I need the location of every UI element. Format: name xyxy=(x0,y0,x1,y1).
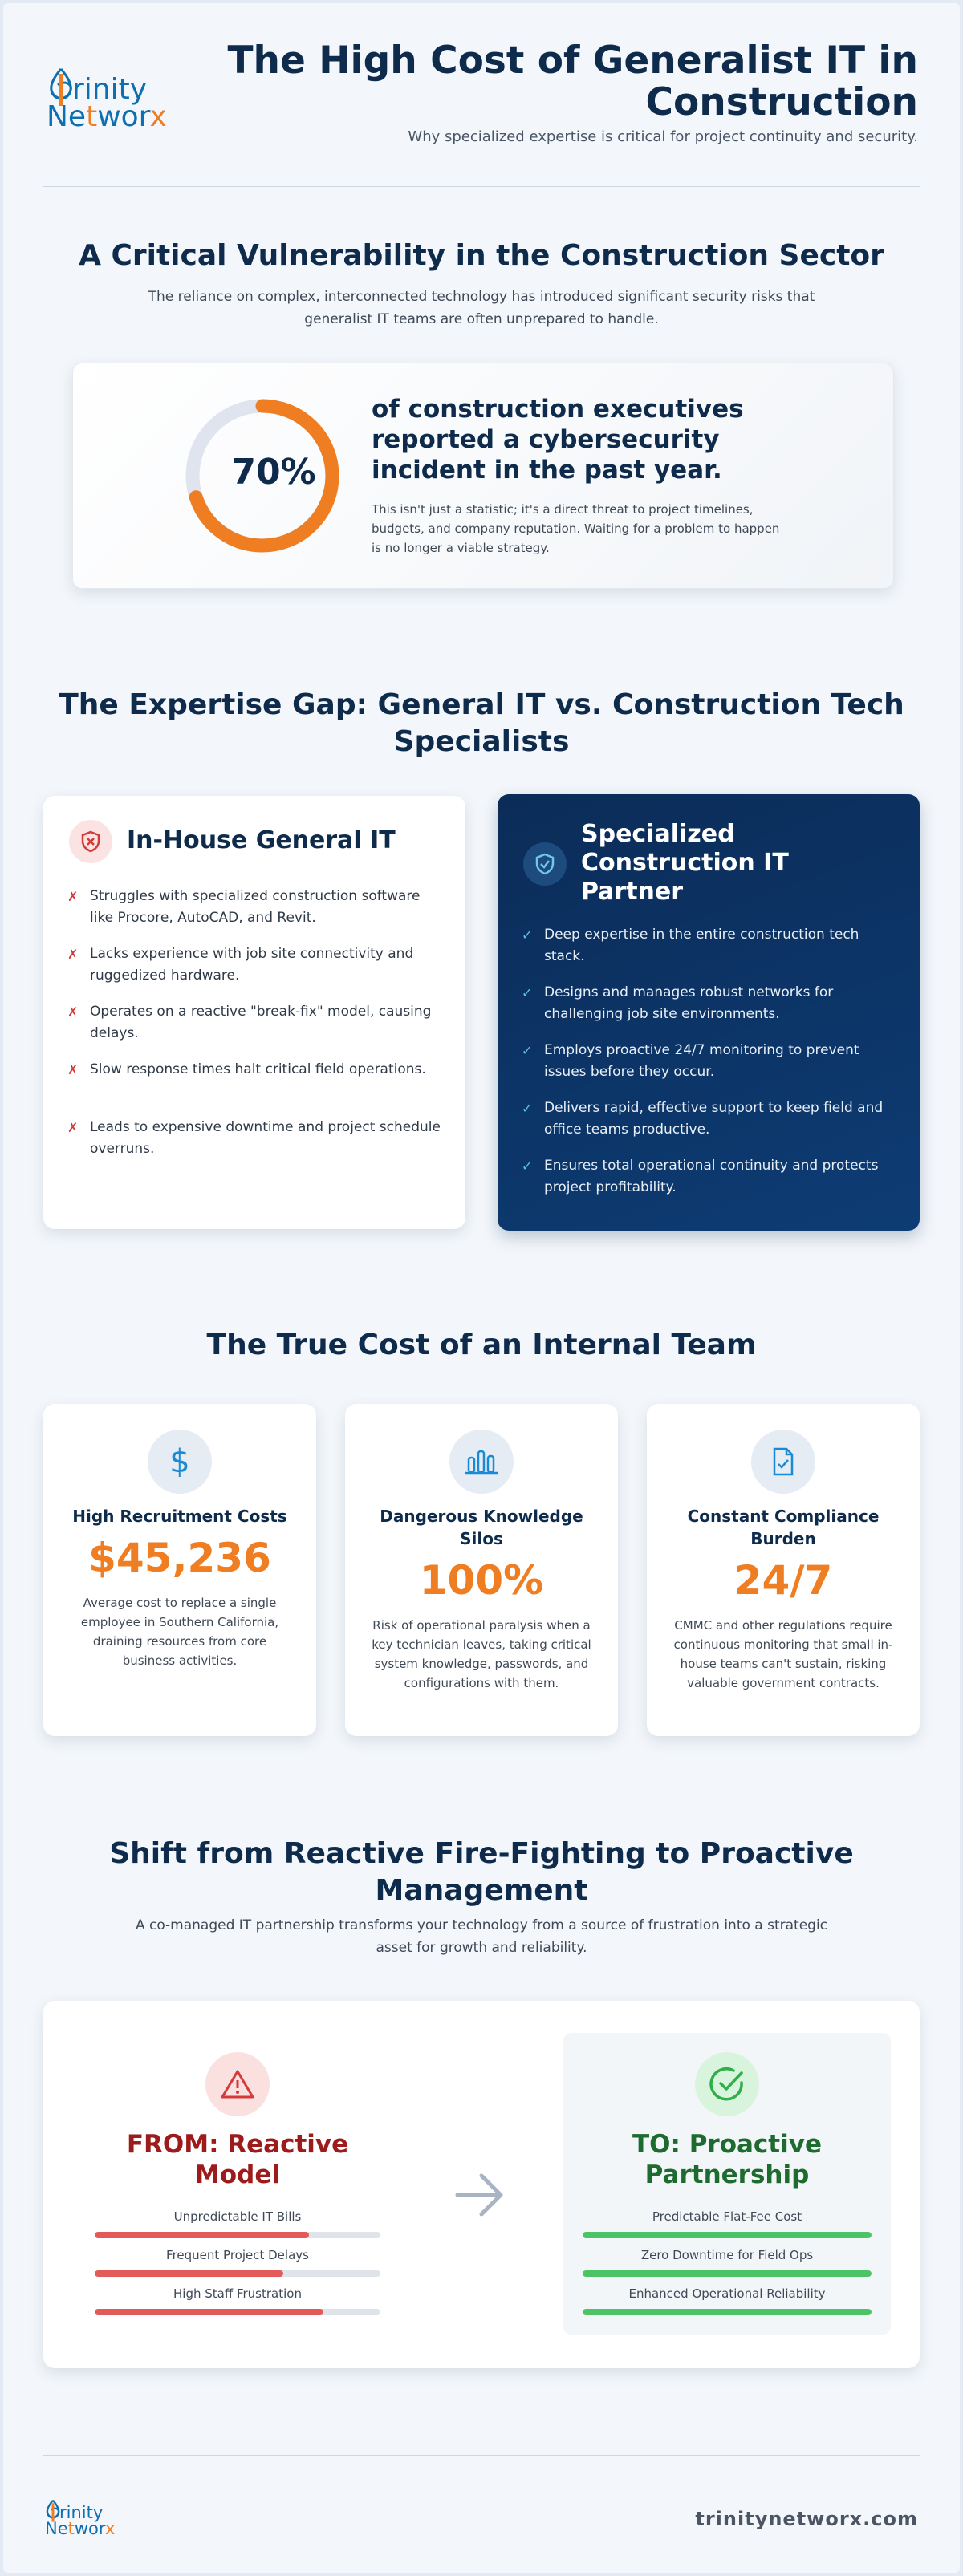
shift-card xyxy=(43,2001,920,2368)
list-item xyxy=(67,943,445,988)
progress-bar-track xyxy=(95,2270,380,2277)
footer-url-link[interactable]: trinitynetworx.com xyxy=(695,2508,918,2530)
general-it-title: In-House General IT xyxy=(127,826,396,854)
list-marker-icon: ✓ xyxy=(522,1101,533,1116)
list-item-text: Struggles with specialized construction software like Procore, AutoCAD, and Revit. xyxy=(90,888,421,926)
progress-bar-fill xyxy=(95,2270,283,2277)
section-title-expertise: The Expertise Gap: General IT vs. Construction Tech Specialists xyxy=(59,688,904,758)
section-title-shift: Shift from Reactive Fire-Fighting to Proactive Management xyxy=(109,1837,854,1907)
bar-label: Predictable Flat-Fee Cost xyxy=(652,2209,802,2224)
cost-card-desc: Average cost to replace a single employee in Southern California, draining resources from core business activities. xyxy=(80,1596,279,1668)
list-marker-icon: ✗ xyxy=(67,947,79,962)
progress-bar-fill xyxy=(95,2232,309,2238)
list-item-text: Operates on a reactive "break-fix" model, causing delays. xyxy=(90,1004,432,1041)
cost-card-desc: CMMC and other regulations require continuous monitoring that small in-house teams can't sustain, risking valuable government contracts. xyxy=(673,1618,893,1690)
progress-bar-track xyxy=(95,2309,380,2315)
to-title: TO: Proactive Partnership xyxy=(632,2130,822,2189)
bar-label: Frequent Project Delays xyxy=(166,2248,309,2262)
cost-card-silos xyxy=(345,1404,618,1736)
logo-line2 xyxy=(47,100,167,133)
logo-line2-part: t xyxy=(67,2519,75,2538)
arrow-right-icon xyxy=(454,2171,506,2219)
cost-card-title: Constant Compliance Burden xyxy=(687,1507,880,1548)
section-title-costs: The True Cost of an Internal Team xyxy=(206,1329,757,1361)
to-panel xyxy=(563,2033,891,2335)
bar-label: High Staff Frustration xyxy=(173,2286,302,2301)
cost-card-title: Dangerous Knowledge Silos xyxy=(380,1507,583,1548)
list-marker-icon: ✓ xyxy=(522,927,533,943)
from-title: FROM: Reactive Model xyxy=(126,2130,349,2189)
list-marker-icon: ✗ xyxy=(67,889,79,904)
cost-card-compliance xyxy=(647,1404,920,1736)
list-item-text: Ensures total operational continuity and protects project profitability. xyxy=(544,1158,879,1195)
list-item xyxy=(67,1117,445,1162)
footer-logo[interactable] xyxy=(42,2497,122,2540)
progress-bar-fill xyxy=(583,2309,872,2315)
cost-card-value: $45,236 xyxy=(88,1535,271,1581)
logo-line2-part: wor xyxy=(97,100,150,133)
logo-line2-part: x xyxy=(104,2519,116,2538)
logo-line2-part: x xyxy=(149,100,167,133)
progress-bar-track xyxy=(583,2270,872,2277)
list-item xyxy=(67,1059,445,1104)
stat-headline: of construction executives reported a cybersecurity incident in the past year. xyxy=(372,395,744,485)
list-marker-icon: ✗ xyxy=(67,1120,79,1135)
list-item-text: Deep expertise in the entire construction tech stack. xyxy=(544,927,859,964)
bar-label: Enhanced Operational Reliability xyxy=(628,2286,826,2301)
logo-line1: rinity xyxy=(59,2503,104,2522)
bar-label: Unpredictable IT Bills xyxy=(173,2209,302,2224)
cost-card-recruitment xyxy=(43,1404,316,1736)
logo-line2-part: Ne xyxy=(45,2519,68,2538)
progress-bar-track xyxy=(583,2232,872,2238)
list-item-text: Delivers rapid, effective support to keep field and office teams productive. xyxy=(544,1100,884,1138)
logo[interactable] xyxy=(42,63,170,135)
dollar-icon: $ xyxy=(148,1430,212,1494)
list-marker-icon: ✓ xyxy=(522,985,533,1000)
page-title: The High Cost of Generalist IT in Construction xyxy=(227,39,918,124)
check-circle-icon xyxy=(695,2052,759,2116)
list-item-text: Leads to expensive downtime and project schedule overruns. xyxy=(90,1119,441,1157)
specialist-title: Specialized Construction IT Partner xyxy=(581,820,789,906)
list-item xyxy=(522,924,899,969)
list-item-text: Employs proactive 24/7 monitoring to prevent issues before they occur. xyxy=(544,1042,859,1080)
cost-card-title: High Recruitment Costs xyxy=(72,1507,287,1526)
progress-bar-fill xyxy=(95,2309,323,2315)
section-intro-vulnerability: The reliance on complex, interconnected technology has introduced significant security risks that generalist IT teams are often unprepared to handle. xyxy=(148,289,815,327)
list-marker-icon: ✓ xyxy=(522,1158,533,1174)
logo-line2-part: Ne xyxy=(47,100,87,133)
shield-x-icon xyxy=(69,820,112,863)
bar-label: Zero Downtime for Field Ops xyxy=(640,2248,814,2262)
progress-bar-fill xyxy=(583,2232,872,2238)
stat-card xyxy=(72,363,894,589)
divider xyxy=(43,186,920,187)
divider xyxy=(43,2455,920,2456)
list-item xyxy=(67,1001,445,1046)
document-check-icon xyxy=(751,1430,815,1494)
list-item xyxy=(522,1040,899,1085)
cost-card-value: 24/7 xyxy=(733,1557,833,1604)
list-item-text: Designs and manages robust networks for challenging job site environments. xyxy=(544,984,834,1022)
list-item xyxy=(522,1155,899,1200)
stat-body: This isn't just a statistic; it's a direct threat to project timelines, budgets, and company reputation. Waiting for a problem to happen is no longer a viable strategy. xyxy=(372,502,780,555)
silos-icon xyxy=(449,1430,514,1494)
cost-card-value: 100% xyxy=(419,1557,544,1604)
progress-bar-track xyxy=(583,2309,872,2315)
logo-line2 xyxy=(45,2521,115,2537)
section-title-vulnerability: A Critical Vulnerability in the Construction Sector xyxy=(79,239,884,272)
list-item-text: Slow response times halt critical field operations. xyxy=(90,1061,426,1077)
list-marker-icon: ✗ xyxy=(67,1004,79,1020)
logo-line1: rinity xyxy=(72,73,148,106)
general-it-card xyxy=(43,796,465,1229)
logo-line2-part: t xyxy=(86,100,98,133)
stat-value: 70% xyxy=(231,452,316,493)
page-subtitle: Why specialized expertise is critical for project continuity and security. xyxy=(408,128,918,145)
warning-icon xyxy=(205,2052,270,2116)
logo-line2-part: wor xyxy=(74,2519,105,2538)
list-item xyxy=(522,982,899,1027)
progress-bar-fill xyxy=(583,2270,872,2277)
shield-check-icon xyxy=(523,842,567,886)
list-item xyxy=(522,1097,899,1142)
list-item-text: Lacks experience with job site connectivity and ruggedized hardware. xyxy=(90,946,414,984)
list-item xyxy=(67,886,445,931)
section-intro-shift: A co-managed IT partnership transforms your technology from a source of frustration into a strategic asset for growth and reliability. xyxy=(135,1917,828,1956)
progress-bar-track xyxy=(95,2232,380,2238)
cost-card-desc: Risk of operational paralysis when a key technician leaves, taking critical system knowledge, passwords, and configurations with them. xyxy=(372,1618,591,1690)
specialist-card xyxy=(498,794,920,1231)
list-marker-icon: ✗ xyxy=(67,1062,79,1077)
page xyxy=(3,3,960,2573)
list-marker-icon: ✓ xyxy=(522,1043,533,1058)
